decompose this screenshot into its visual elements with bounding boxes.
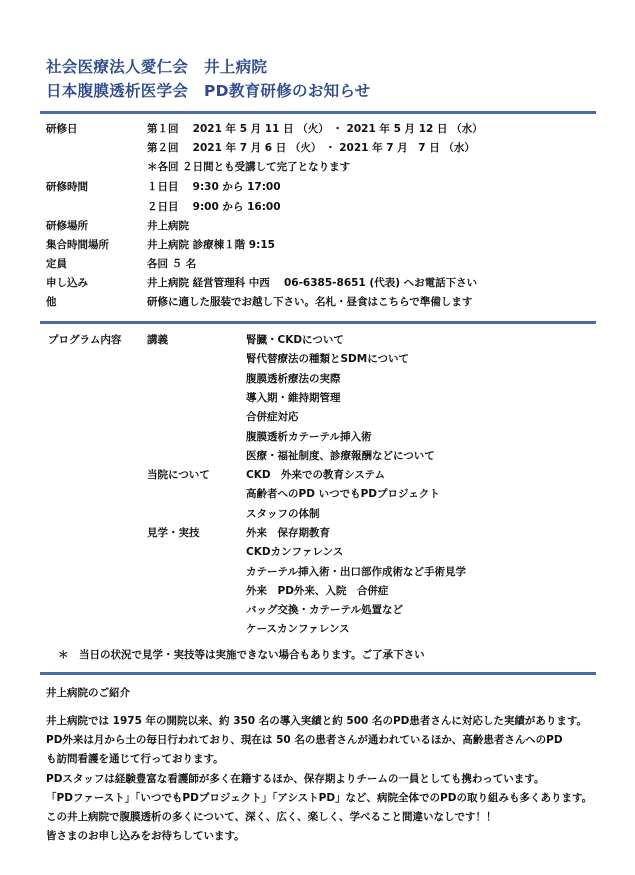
time-day-1: １日目 9:30 から 17:00 — [147, 181, 281, 193]
program-practice-item: 外来 PD外来、入院 合併症 — [246, 585, 389, 597]
intro-line: も訪問看護を通じて行っております。 — [46, 753, 224, 765]
time-day-2: ２日目 9:00 から 16:00 — [147, 201, 281, 213]
program-lecture-item: 腎臓・CKDについて — [246, 334, 344, 346]
meeting-place-value: 井上病院 診療棟１階 9:15 — [147, 239, 275, 251]
program-practice-item: CKDカンファレンス — [246, 546, 344, 558]
time-label: 研修時間 — [46, 181, 88, 193]
capacity-value: 各回 ５ 名 — [147, 258, 197, 270]
intro-title: 井上病院のご紹介 — [46, 687, 130, 699]
intro-line: PD外来は月から土の毎日行われており、現在は 50 名の患者さんが通われているほか、高齢患者さんへのPD — [46, 734, 563, 746]
program-label: プログラム内容 — [48, 334, 122, 346]
page-title: 日本腹膜透析医学会 PD教育研修のお知らせ — [46, 82, 371, 100]
intro-line: 皆さまのお申し込みをお待ちしています。 — [46, 830, 245, 842]
organization-name: 社会医療法人愛仁会 井上病院 — [46, 58, 268, 76]
program-practice-item: カテーテル挿入術・出口部作成術など手術見学 — [246, 566, 466, 578]
divider-bottom — [40, 672, 596, 675]
date-label: 研修日 — [46, 123, 78, 135]
program-hospital-item: CKD 外来での教育システム — [246, 469, 386, 481]
program-lecture-item: 導入期・維持期管理 — [246, 392, 341, 404]
program-lecture-item: 合併症対応 — [246, 411, 299, 423]
venue-label: 研修場所 — [46, 220, 88, 232]
other-value: 研修に適した服装でお越し下さい。名札・昼食はこちらで準備します — [147, 296, 473, 308]
venue-value: 井上病院 — [147, 220, 189, 232]
divider-middle — [40, 321, 596, 324]
date-session-1: 第１回 2021 年 5 月 11 日 （火） ・ 2021 年 5 月 12 日 （水） — [147, 123, 483, 135]
program-note: ＊ 当日の状況で見学・実技等は実施できない場合もあります。ご了承下さい — [58, 649, 425, 661]
program-practice-item: ケースカンファレンス — [246, 623, 350, 635]
program-lecture-item: 医療・福祉制度、診療報酬などについて — [246, 450, 435, 462]
meeting-place-label: 集合時間場所 — [46, 239, 109, 251]
program-lecture-label: 講義 — [147, 334, 168, 346]
divider-top — [40, 111, 596, 114]
program-practice-label: 見学・実技 — [147, 527, 200, 539]
program-hospital-item: 高齢者へのPD いつでもPDプロジェクト — [246, 488, 440, 500]
capacity-label: 定員 — [46, 258, 67, 270]
program-practice-item: バッグ交換・カテーテル処置など — [246, 604, 403, 616]
program-hospital-item: スタッフの体制 — [246, 508, 320, 520]
intro-line: PDスタッフは経験豊富な看護師が多く在籍するほか、保存期よりチームの一員としても携わっています。 — [46, 773, 545, 785]
program-hospital-label: 当院について — [147, 469, 210, 481]
application-value: 井上病院 経営管理科 中西 06-6385-8651 (代表) へお電話下さい — [147, 277, 478, 289]
program-lecture-item: 腎代替療法の種類とSDMについて — [246, 353, 410, 365]
intro-line: 井上病院では 1975 年の開院以来、約 350 名の導入実績と約 500 名のPD患者さんに対応した実績があります。 — [46, 715, 588, 727]
program-lecture-item: 腹膜透析療法の実際 — [246, 373, 341, 385]
date-note: ＊各回 ２日間とも受講して完了となります — [147, 161, 351, 173]
program-lecture-item: 腹膜透析カテーテル挿入術 — [246, 431, 372, 443]
date-session-2: 第２回 2021 年 7 月 6 日 （火） ・ 2021 年 7 月 7 日 （水） — [147, 142, 475, 154]
application-label: 申し込み — [46, 277, 88, 289]
intro-line: 「PDファースト」「いつでもPDプロジェクト」「アシストPD」など、病院全体でのPDの取り組みも多くあります。 — [46, 792, 593, 804]
other-label: 他 — [46, 296, 57, 308]
intro-line: この井上病院で腹膜透析の多くについて、深く、広く、楽しく、学べること間違いなしです！！ — [46, 811, 497, 823]
program-practice-item: 外来 保存期教育 — [246, 527, 330, 539]
